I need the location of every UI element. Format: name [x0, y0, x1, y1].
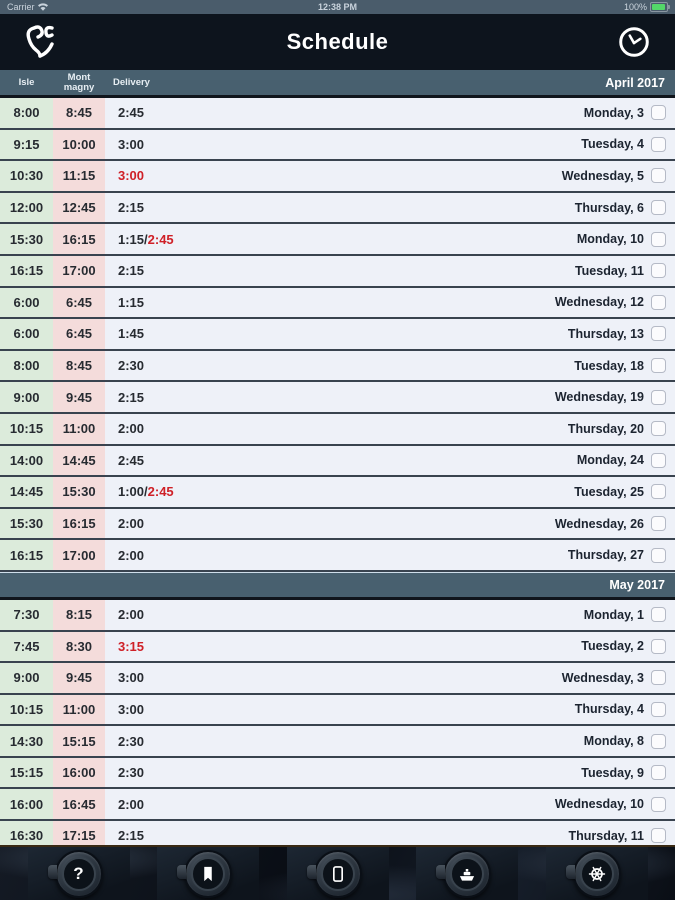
- delivery-time-normal: 2:15: [118, 263, 145, 279]
- toolbar-ferry-button[interactable]: [443, 850, 491, 898]
- delivery-time: [105, 632, 581, 662]
- isle-departure-time: 10:15: [0, 695, 53, 725]
- row-checkbox[interactable]: [651, 639, 666, 654]
- delivery-time: [105, 161, 562, 191]
- row-checkbox[interactable]: [651, 421, 666, 436]
- table-row[interactable]: [0, 414, 675, 446]
- column-header-isle: Isle: [18, 76, 35, 88]
- column-header-montmagny: Mont magny: [63, 71, 95, 93]
- carrier-label: Carrier: [7, 2, 35, 12]
- row-checkbox[interactable]: [651, 607, 666, 622]
- montmagny-departure-time: 15:15: [53, 726, 105, 756]
- row-checkbox[interactable]: [651, 137, 666, 152]
- table-row[interactable]: [0, 224, 675, 256]
- day-label: Thursday, 6: [574, 200, 644, 215]
- day-label: Wednesday, 5: [561, 168, 644, 183]
- day-label: Thursday, 4: [574, 702, 644, 717]
- porthole-frame: [55, 850, 103, 898]
- isle-departure-time: 16:00: [0, 789, 53, 819]
- day-label: Thursday, 11: [568, 828, 644, 843]
- montmagny-departure-time: 10:00: [53, 130, 105, 160]
- nav-bar: [0, 14, 675, 70]
- delivery-time: [105, 382, 555, 412]
- delivery-time: [105, 695, 575, 725]
- battery-icon: [650, 2, 668, 12]
- montmagny-departure-time: 11:00: [53, 695, 105, 725]
- day-label: Wednesday, 3: [561, 670, 644, 685]
- table-row[interactable]: [0, 319, 675, 351]
- toolbar-tile: [28, 847, 130, 900]
- status-bar: [0, 0, 675, 14]
- column-header-delivery: Delivery: [113, 76, 150, 88]
- month-header-bar: [0, 70, 675, 98]
- app-logo-icon: [21, 22, 61, 62]
- day-label: Tuesday, 4: [581, 137, 644, 152]
- table-row[interactable]: [0, 477, 675, 509]
- delivery-time: [105, 726, 584, 756]
- bottom-toolbar: [0, 845, 675, 900]
- delivery-time-late: 2:45: [147, 484, 174, 500]
- row-checkbox[interactable]: [651, 516, 666, 531]
- table-row[interactable]: [0, 193, 675, 225]
- delivery-time: [105, 446, 577, 476]
- row-checkbox[interactable]: [651, 453, 666, 468]
- battery-percent: 100%: [623, 2, 647, 12]
- day-label: Wednesday, 12: [554, 295, 644, 310]
- delivery-time-normal: 2:00: [118, 516, 145, 532]
- isle-departure-time: 14:45: [0, 477, 53, 507]
- delivery-time: [105, 758, 581, 788]
- delivery-time-normal: 2:15: [118, 828, 145, 844]
- row-checkbox[interactable]: [651, 326, 666, 341]
- isle-departure-time: 16:15: [0, 256, 53, 286]
- toolbar-settings-button[interactable]: [573, 850, 621, 898]
- row-checkbox[interactable]: [651, 670, 666, 685]
- delivery-time: [105, 256, 575, 286]
- row-checkbox[interactable]: [651, 263, 666, 278]
- page-title: Schedule: [286, 29, 389, 54]
- montmagny-departure-time: 17:00: [53, 256, 105, 286]
- isle-departure-time: 16:30: [0, 821, 53, 851]
- delivery-time-normal: 2:30: [118, 358, 145, 374]
- day-label: Tuesday, 9: [581, 765, 644, 780]
- delivery-time-late: 3:00: [118, 168, 145, 184]
- isle-departure-time: 10:30: [0, 161, 53, 191]
- delivery-time-normal: 1:45: [118, 326, 145, 342]
- delivery-time: [105, 509, 555, 539]
- isle-departure-time: 8:00: [0, 98, 53, 128]
- app-logo-button[interactable]: [18, 19, 64, 65]
- isle-departure-time: 15:15: [0, 758, 53, 788]
- month-header-bar: [0, 572, 675, 600]
- delivery-time-normal: 1:15/: [118, 231, 148, 247]
- day-label: Thursday, 27: [567, 548, 644, 563]
- table-row[interactable]: [0, 695, 675, 727]
- question-icon: ?: [62, 857, 96, 891]
- delivery-time-normal: 1:15: [118, 294, 145, 310]
- toolbar-tile: [157, 847, 259, 900]
- delivery-time-normal: 2:45: [118, 105, 145, 121]
- montmagny-departure-time: 11:15: [53, 161, 105, 191]
- delivery-time-normal: 2:00: [118, 547, 145, 563]
- day-label: Wednesday, 19: [554, 390, 644, 405]
- row-checkbox[interactable]: [651, 358, 666, 373]
- delivery-time-normal: 3:00: [118, 701, 145, 717]
- month-label: May 2017: [609, 577, 665, 592]
- delivery-time-normal: 2:45: [118, 452, 145, 468]
- table-row[interactable]: [0, 600, 675, 632]
- isle-departure-time: 9:00: [0, 663, 53, 693]
- montmagny-departure-time: 16:15: [53, 224, 105, 254]
- delivery-time-normal: 2:15: [118, 200, 145, 216]
- month-label: April 2017: [605, 75, 665, 90]
- isle-departure-time: 12:00: [0, 193, 53, 223]
- isle-departure-time: 9:00: [0, 382, 53, 412]
- row-checkbox[interactable]: [651, 390, 666, 405]
- row-checkbox[interactable]: [651, 295, 666, 310]
- table-row[interactable]: [0, 446, 675, 478]
- toolbar-tile: [546, 847, 648, 900]
- day-label: Monday, 1: [583, 607, 644, 622]
- montmagny-departure-time: 6:45: [53, 319, 105, 349]
- table-row[interactable]: [0, 382, 675, 414]
- delivery-time-normal: 2:00: [118, 421, 145, 437]
- montmagny-departure-time: 8:30: [53, 632, 105, 662]
- table-row[interactable]: [0, 98, 675, 130]
- delivery-time-late: 2:45: [147, 231, 174, 247]
- table-row[interactable]: [0, 632, 675, 664]
- montmagny-departure-time: 8:45: [53, 351, 105, 381]
- toolbar-help-button[interactable]: [55, 850, 103, 898]
- delivery-time: [105, 98, 584, 128]
- isle-departure-time: 14:00: [0, 446, 53, 476]
- montmagny-departure-time: 8:45: [53, 98, 105, 128]
- isle-departure-time: 6:00: [0, 288, 53, 318]
- day-label: Tuesday, 18: [574, 358, 644, 373]
- isle-departure-time: 8:00: [0, 351, 53, 381]
- montmagny-departure-time: 9:45: [53, 663, 105, 693]
- row-checkbox[interactable]: [651, 828, 666, 843]
- table-row[interactable]: [0, 161, 675, 193]
- table-row[interactable]: [0, 758, 675, 790]
- delivery-time-normal: 3:00: [118, 136, 145, 152]
- ferry-icon: [450, 857, 484, 891]
- porthole-frame: [314, 850, 362, 898]
- row-checkbox[interactable]: [651, 734, 666, 749]
- isle-departure-time: 6:00: [0, 319, 53, 349]
- row-checkbox[interactable]: [651, 765, 666, 780]
- delivery-time-normal: 1:00/: [118, 484, 148, 500]
- porthole-frame: [184, 850, 232, 898]
- table-row[interactable]: [0, 540, 675, 572]
- delivery-time-normal: 2:00: [118, 796, 145, 812]
- row-checkbox[interactable]: [651, 797, 666, 812]
- clock-icon: [617, 25, 651, 59]
- table-row[interactable]: [0, 256, 675, 288]
- montmagny-departure-time: 6:45: [53, 288, 105, 318]
- row-checkbox[interactable]: [651, 484, 666, 499]
- delivery-time: [105, 224, 577, 254]
- delivery-time: [105, 600, 584, 630]
- delivery-time: [105, 540, 568, 570]
- day-label: Monday, 8: [583, 734, 644, 749]
- delivery-time-normal: 2:15: [118, 389, 145, 405]
- isle-departure-time: 9:15: [0, 130, 53, 160]
- toolbar-tile: [416, 847, 518, 900]
- wifi-icon: [38, 3, 48, 11]
- montmagny-departure-time: 17:15: [53, 821, 105, 851]
- isle-departure-time: 7:30: [0, 600, 53, 630]
- row-checkbox[interactable]: [651, 702, 666, 717]
- helm-icon: [580, 857, 614, 891]
- table-row[interactable]: [0, 789, 675, 821]
- delivery-time-normal: 2:30: [118, 733, 145, 749]
- montmagny-departure-time: 12:45: [53, 193, 105, 223]
- delivery-time: [105, 130, 581, 160]
- day-label: Tuesday, 25: [574, 484, 644, 499]
- delivery-time-late: 3:15: [118, 638, 145, 654]
- schedule-table: [0, 70, 675, 853]
- isle-departure-time: 7:45: [0, 632, 53, 662]
- row-checkbox[interactable]: [651, 548, 666, 563]
- table-row[interactable]: [0, 351, 675, 383]
- montmagny-departure-time: 16:00: [53, 758, 105, 788]
- montmagny-departure-time: 16:15: [53, 509, 105, 539]
- porthole-frame: [443, 850, 491, 898]
- day-label: Tuesday, 11: [574, 263, 644, 278]
- montmagny-departure-time: 11:00: [53, 414, 105, 444]
- delivery-time-normal: 2:30: [118, 765, 145, 781]
- tablet-icon: [321, 857, 355, 891]
- bookmark-icon: [191, 857, 225, 891]
- delivery-time: [105, 477, 574, 507]
- table-row[interactable]: [0, 663, 675, 695]
- delivery-time: [105, 414, 568, 444]
- delivery-time-normal: 2:00: [118, 607, 145, 623]
- isle-departure-time: 15:30: [0, 224, 53, 254]
- status-time: 12:38 PM: [317, 2, 358, 12]
- table-row[interactable]: [0, 288, 675, 320]
- day-label: Thursday, 13: [567, 326, 644, 341]
- montmagny-departure-time: 17:00: [53, 540, 105, 570]
- toolbar-bookmarks-button[interactable]: [184, 850, 232, 898]
- row-checkbox[interactable]: [651, 168, 666, 183]
- day-label: Monday, 24: [576, 453, 644, 468]
- delivery-time: [105, 288, 555, 318]
- day-label: Wednesday, 10: [554, 797, 644, 812]
- delivery-time: [105, 193, 575, 223]
- row-checkbox[interactable]: [651, 105, 666, 120]
- delivery-time: [105, 319, 568, 349]
- schedule-time-button[interactable]: [611, 19, 657, 65]
- day-label: Thursday, 20: [567, 421, 644, 436]
- day-label: Wednesday, 26: [554, 516, 644, 531]
- delivery-time: [105, 351, 574, 381]
- isle-departure-time: 14:30: [0, 726, 53, 756]
- table-row[interactable]: [0, 509, 675, 541]
- table-row[interactable]: [0, 130, 675, 162]
- delivery-time: [105, 789, 555, 819]
- montmagny-departure-time: 9:45: [53, 382, 105, 412]
- delivery-time-normal: 3:00: [118, 670, 145, 686]
- montmagny-departure-time: 16:45: [53, 789, 105, 819]
- delivery-time: [105, 663, 562, 693]
- toolbar-tile: [287, 847, 389, 900]
- row-checkbox[interactable]: [651, 200, 666, 215]
- montmagny-departure-time: 15:30: [53, 477, 105, 507]
- row-checkbox[interactable]: [651, 232, 666, 247]
- day-label: Monday, 10: [576, 232, 644, 247]
- montmagny-departure-time: 8:15: [53, 600, 105, 630]
- toolbar-device-button[interactable]: [314, 850, 362, 898]
- montmagny-departure-time: 14:45: [53, 446, 105, 476]
- day-label: Monday, 3: [583, 105, 644, 120]
- isle-departure-time: 16:15: [0, 540, 53, 570]
- isle-departure-time: 15:30: [0, 509, 53, 539]
- table-row[interactable]: [0, 726, 675, 758]
- isle-departure-time: 10:15: [0, 414, 53, 444]
- porthole-frame: [573, 850, 621, 898]
- day-label: Tuesday, 2: [581, 639, 644, 654]
